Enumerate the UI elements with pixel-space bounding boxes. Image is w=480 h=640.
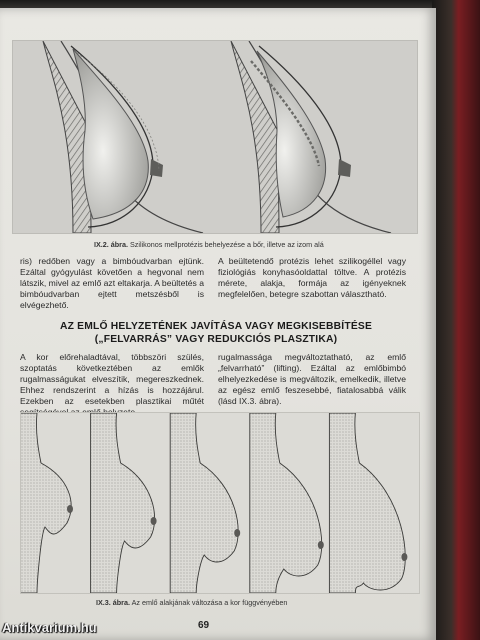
figure-3-caption — [96, 598, 287, 607]
breast-outline — [21, 413, 71, 593]
upper-left-column — [20, 256, 204, 311]
section-heading-line-1: AZ EMLŐ HELYZETÉNEK JAVÍTÁSA VAGY MEGKISEBBÍTÉSE — [59, 321, 373, 332]
implant-cross-section-drawings — [13, 41, 417, 233]
page-number: 69 — [198, 620, 210, 631]
breast-profile-stage-5 — [329, 413, 407, 593]
figure-2-label: IX.2. ábra. — [94, 240, 128, 249]
nipple-mark — [151, 517, 157, 525]
upper-left-paragraph: ris) redőben vagy a bimbóudvarban ejtünk. Ezáltal gyógyulást követően a hegvonal nem látszik, mivel az emlő azt eltakarja. A beültetés a bimbóudvarban ejtett metszésből is elvégezhető. — [20, 256, 204, 310]
figure-3-caption-text: Az emlő alakjának változása a kor függvényében — [131, 598, 288, 607]
lower-right-paragraph: rugalmassága megváltoztatható, az emlő „felvarrható” (lifting). Ezáltal az emlőbimbó elhelyezkedése is megváltozik, emelkedik, illetve az egész emlő feszesebbé, fiatalosabbá válik (lásd IX.3. ábra). — [218, 352, 406, 406]
nipple-mark — [401, 553, 407, 561]
upper-right-paragraph: A beültetendő protézis lehet szilikogéllel vagy fiziológiás konyhasóoldattal töltve. A protézis mérete, alakja, formája az igényeknek megfelelően, betegre szabottan választható. — [218, 256, 406, 299]
breast-profile-stage-1 — [21, 413, 73, 593]
book-page — [0, 8, 436, 640]
breast-profile-sequence — [21, 413, 419, 593]
breast-outline — [91, 413, 155, 593]
lower-left-column — [20, 352, 204, 418]
section-heading — [20, 320, 412, 346]
figure-2-caption — [94, 240, 324, 249]
breast-profile-stage-2 — [91, 413, 157, 593]
breast-outline — [250, 413, 322, 593]
breast-outline — [170, 413, 238, 593]
figure-implant-illustration — [12, 40, 418, 234]
implant-drawing-left — [43, 41, 203, 233]
breast-outline — [329, 413, 405, 593]
lower-right-column — [218, 352, 406, 407]
upper-right-column — [218, 256, 406, 300]
watermark: Antikvarium.hu — [2, 620, 97, 635]
lower-left-paragraph: A kor előrehaladtával, többszöri szülés, szoptatás következtében az emlők rugalmasságukat elveszítik, megereszkednek. Ehhez rendszerint a hízás is hozzájárul. Ezekben az esetekben plasztikai műtét — [20, 352, 204, 406]
section-heading-line-2: („FELVARRÁS” VAGY REDUKCIÓS PLASZTIKA) — [94, 334, 338, 345]
nipple-mark — [234, 529, 240, 537]
book-cover-edge — [432, 0, 480, 640]
figure-breast-shape-stages — [20, 412, 420, 594]
implant-drawing-right — [231, 41, 391, 233]
breast-profile-stage-3 — [170, 413, 240, 593]
breast-profile-stage-4 — [250, 413, 324, 593]
nipple-mark — [67, 505, 73, 513]
nipple-mark — [318, 541, 324, 549]
figure-2-caption-text: Szilikonos mellprotézis behelyezése a bőr, illetve az izom alá — [129, 240, 324, 249]
figure-3-label: IX.3. ábra. — [96, 598, 130, 607]
